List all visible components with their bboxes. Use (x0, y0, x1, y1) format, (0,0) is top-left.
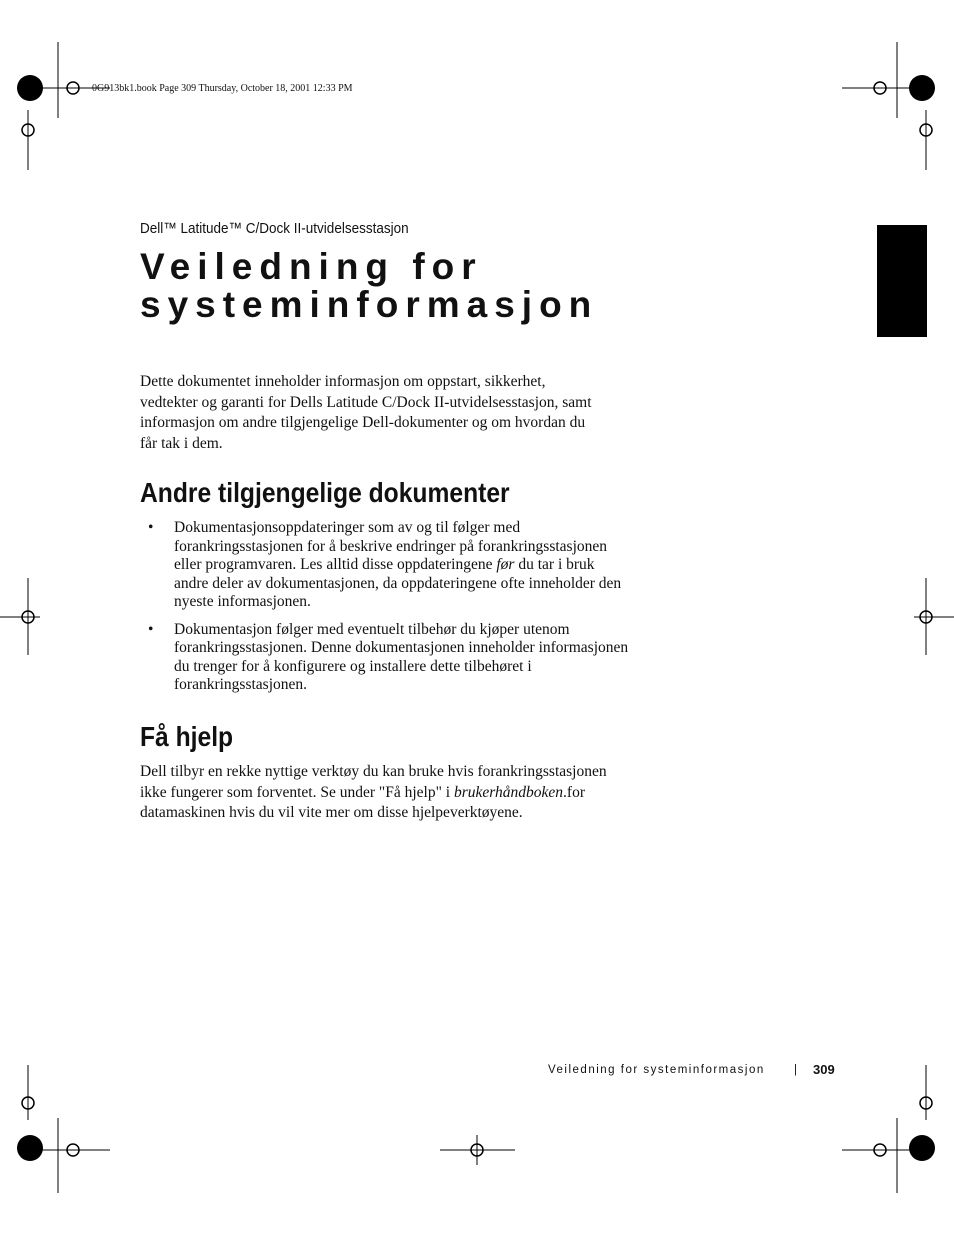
documents-list (140, 519, 630, 704)
help-text: .for datamaskinen hvis du vil vite mer om disse hjelpeverktøyene. (140, 783, 585, 821)
help-text: Dell tilbyr en rekke nyttige verktøy du kan bruke hvis forankringsstasjonen ikke fungerer som forventet. Se under "Få hjelp" i (140, 763, 607, 801)
list-item (140, 519, 630, 612)
footer-title: Veiledning for systeminformasjon (548, 1064, 765, 1076)
list-item-emphasis: før (496, 556, 515, 573)
page-title-line-2: systeminformasjon (140, 284, 599, 325)
page-slug: 0G913bk1.book Page 309 Thursday, October 18, 2001 12:33 PM (92, 83, 353, 94)
section-heading-other-documents: Andre tilgjengelige dokumenter (140, 477, 510, 508)
list-item-text: du tar i bruk andre deler av dokumentasjonen, da oppdateringene ofte inneholder den nyeste informasjonen. (174, 556, 622, 610)
list-item-text: Dokumentasjonsoppdateringer som av og til følger med forankringsstasjonen for å beskrive endringer på forankringsstasjonen eller programvaren. Les alltid disse oppdateringene (174, 519, 608, 573)
section-heading-get-help: Få hjelp (140, 721, 234, 752)
footer-separator: | (794, 1064, 797, 1076)
page-title (140, 248, 598, 324)
page-number: 309 (813, 1062, 835, 1077)
list-item: • Dokumentasjon følger med eventuelt tilbehør du kjøper utenom forankringsstasjonen. Denne dokumentasjonen inneholder informasjonen du trenger for å konfigurere og installere dette tilbehøret i forankringsstasjonen. (140, 621, 630, 695)
section-tab (877, 225, 927, 337)
help-emphasis: brukerhåndboken (453, 783, 564, 801)
help-paragraph (140, 762, 630, 824)
page-title-line-1: Veiledning for (140, 246, 483, 287)
intro-paragraph: Dette dokumentet inneholder informasjon om oppstart, sikkerhet, vedtekter og garanti for Dells Latitude C/Dock II-utvidelsesstasjon, samt informasjon om andre tilgjengelige Dell-dokumenter og om hvordan du får tak i dem. (140, 373, 592, 452)
document-subtitle: Dell™ Latitude™ C/Dock II-utvidelsesstasjon (140, 220, 409, 237)
